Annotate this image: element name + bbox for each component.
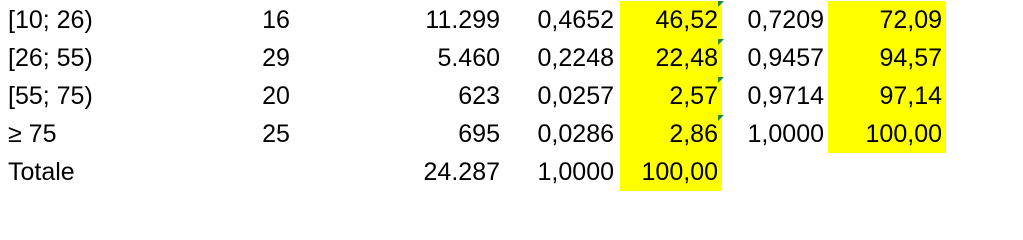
cumulative-percent-cell[interactable]: 97,14 — [828, 77, 946, 115]
percent-cell[interactable]: 2,86 — [620, 115, 722, 153]
totals-row — [0, 153, 1023, 191]
comment-indicator-icon — [718, 115, 724, 121]
comment-indicator-icon — [718, 39, 724, 45]
table-row — [0, 77, 1023, 115]
class-cell[interactable]: [55; 75) — [8, 82, 93, 110]
class-cell[interactable]: ≥ 75 — [8, 120, 57, 148]
frequency-cell[interactable]: 695 — [458, 120, 500, 148]
totals-label-cell[interactable]: Totale — [8, 158, 75, 186]
cumulative-frequency-cell[interactable]: 0,9457 — [747, 44, 824, 72]
cumulative-frequency-cell[interactable]: 1,0000 — [747, 120, 824, 148]
cumulative-frequency-cell[interactable]: 0,7209 — [747, 6, 824, 34]
cumulative-frequency-cell[interactable]: 0,9714 — [747, 82, 824, 110]
percent-cell[interactable]: 22,48 — [620, 39, 722, 77]
cumulative-percent-cell[interactable]: 72,09 — [828, 1, 946, 39]
relative-frequency-cell[interactable]: 0,2248 — [537, 44, 614, 72]
class-cell[interactable]: [10; 26) — [8, 6, 93, 34]
relative-frequency-cell[interactable]: 0,4652 — [537, 6, 614, 34]
total-percent-cell[interactable]: 100,00 — [620, 153, 722, 191]
class-cell[interactable]: [26; 55) — [8, 44, 93, 72]
cumulative-percent-cell[interactable]: 100,00 — [828, 115, 946, 153]
relative-frequency-cell[interactable]: 0,0286 — [537, 120, 614, 148]
total-frequency-cell[interactable]: 24.287 — [423, 158, 500, 186]
frequency-cell[interactable]: 11.299 — [425, 6, 500, 34]
count-cell[interactable]: 20 — [262, 82, 290, 110]
table-row — [0, 1, 1023, 39]
table-row — [0, 115, 1023, 153]
total-relative-frequency-cell[interactable]: 1,0000 — [537, 158, 614, 186]
count-cell[interactable]: 29 — [262, 44, 290, 72]
relative-frequency-cell[interactable]: 0,0257 — [537, 82, 614, 110]
percent-cell[interactable]: 2,57 — [620, 77, 722, 115]
cumulative-percent-cell[interactable]: 94,57 — [828, 39, 946, 77]
percent-cell[interactable]: 46,52 — [620, 1, 722, 39]
comment-indicator-icon — [718, 1, 724, 7]
frequency-cell[interactable]: 623 — [458, 82, 500, 110]
table-row — [0, 39, 1023, 77]
count-cell[interactable]: 16 — [262, 6, 290, 34]
frequency-cell[interactable]: 5.460 — [437, 44, 500, 72]
comment-indicator-icon — [718, 77, 724, 83]
count-cell[interactable]: 25 — [262, 120, 290, 148]
